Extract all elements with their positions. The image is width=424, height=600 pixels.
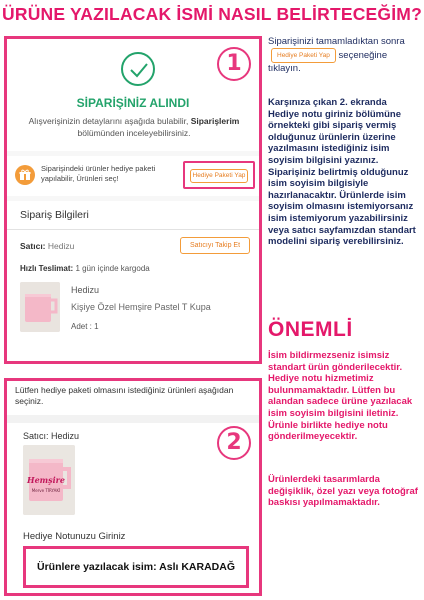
fast-delivery-row [20, 264, 150, 273]
divider [7, 229, 259, 230]
gift-selection-note: Lütfen hediye paketi olmasını istediğiniz ürünleri aşağıdan seçiniz. [15, 385, 234, 406]
order-success-section [7, 39, 259, 151]
step-badge-2: 2 [217, 426, 251, 460]
seller-value[interactable]: Hedizu [47, 241, 75, 251]
product-seller: Hedizu [71, 285, 100, 295]
order-confirmation-screenshot [4, 36, 262, 364]
important-title: ÖNEMLİ [268, 318, 353, 341]
product-name[interactable]: Kişiye Özel Hemşire Pastel T Kupa [71, 302, 211, 312]
gift-note-input[interactable] [23, 546, 249, 588]
seller-label: Satıcı: [20, 241, 46, 251]
success-desc-post: bölümünden inceleyebilirsiniz. [77, 128, 191, 138]
gift-button-highlight [183, 161, 255, 189]
instruction-pre: Siparişinizi tamamladıktan sonra [268, 36, 405, 47]
important-text-2: Ürünlerdeki tasarımlarda değişiklik, özel yazı veya fotoğraf baskısı yapılmamaktadır. [268, 474, 418, 509]
instruction-step2: Karşınıza çıkan 2. ekranda Hediye notu giriniz bölümüne örnekteki gibi sipariş vermiş olduğunuz ürünlerin üzerine yazılmasını istediğiniz isim soyisim bilgisini yazınız. Siparişiniz belirtmiş olduğunuz isim soyisim bilgisiyle hazırlanacaktır. Ürünlerde isim soyisim olmasını istemiyorsanız isim istemiyorum yazabilirsiniz veya satıcı sayfamızdan standart modelini sipariş verebilirsiniz. [268, 97, 416, 248]
gift-package-button-mini: Hediye Paketi Yap [271, 48, 336, 64]
gift-package-button[interactable]: Hediye Paketi Yap [190, 169, 248, 183]
mug-word: Hemşire [27, 475, 65, 485]
check-icon [121, 52, 155, 86]
success-desc-pre: Alışverişinizin detaylarını aşağıda bulabilir, [28, 116, 189, 126]
order-info-title: Sipariş Bilgileri [20, 209, 89, 221]
step-badge-1: 1 [217, 47, 251, 81]
seller-label-2: Satıcı: [23, 431, 49, 441]
product-quantity: Adet : 1 [71, 322, 99, 331]
product-image-2[interactable] [23, 445, 75, 515]
gift-package-row [7, 156, 259, 196]
section-spacer [7, 415, 259, 423]
important-text-1: İsim bildirmezseniz isimsiz standart ürün gönderilecektir. Hediye notu hizmetimiz bulunmamaktadır. Lütfen bu alandan sadece ürüne yazılacak isim soyisim bilgisini iletiniz. Ürünle birlikte hediye notu gönderilmeyecektir. [268, 350, 413, 443]
mug-name: Merve TİRYAKİ [31, 488, 61, 493]
orders-link[interactable]: Siparişlerim [190, 116, 240, 126]
success-description [19, 115, 249, 139]
seller-row-2 [23, 431, 79, 441]
order-info-section [7, 201, 259, 363]
gift-icon [15, 165, 35, 185]
instruction-post: seçeneğine tıklayın. [268, 49, 388, 74]
follow-seller-button[interactable]: Satıcıyı Takip Et [180, 237, 250, 254]
success-title: SİPARİŞİNİZ ALINDI [76, 96, 190, 110]
instruction-step1 [268, 36, 420, 75]
gift-note-label: Hediye Notunuzu Giriniz [23, 531, 126, 542]
gift-note-screenshot [4, 378, 262, 596]
seller-value-2[interactable]: Hedizu [51, 431, 80, 441]
gift-text: Siparişindeki ürünler hediye paketi yapılabilir, Ürünleri seç! [41, 164, 156, 183]
gift-note-value: Ürünlere yazılacak isim: Aslı KARADAĞ [36, 561, 235, 573]
fast-delivery-value: 1 gün içinde kargoda [75, 264, 150, 273]
page-title: ÜRÜNE YAZILACAK İSMİ NASIL BELİRTECEĞİM? [2, 4, 422, 24]
fast-delivery-label: Hızlı Teslimat: [20, 264, 74, 273]
product-image[interactable] [20, 282, 60, 332]
seller-row [20, 241, 74, 251]
